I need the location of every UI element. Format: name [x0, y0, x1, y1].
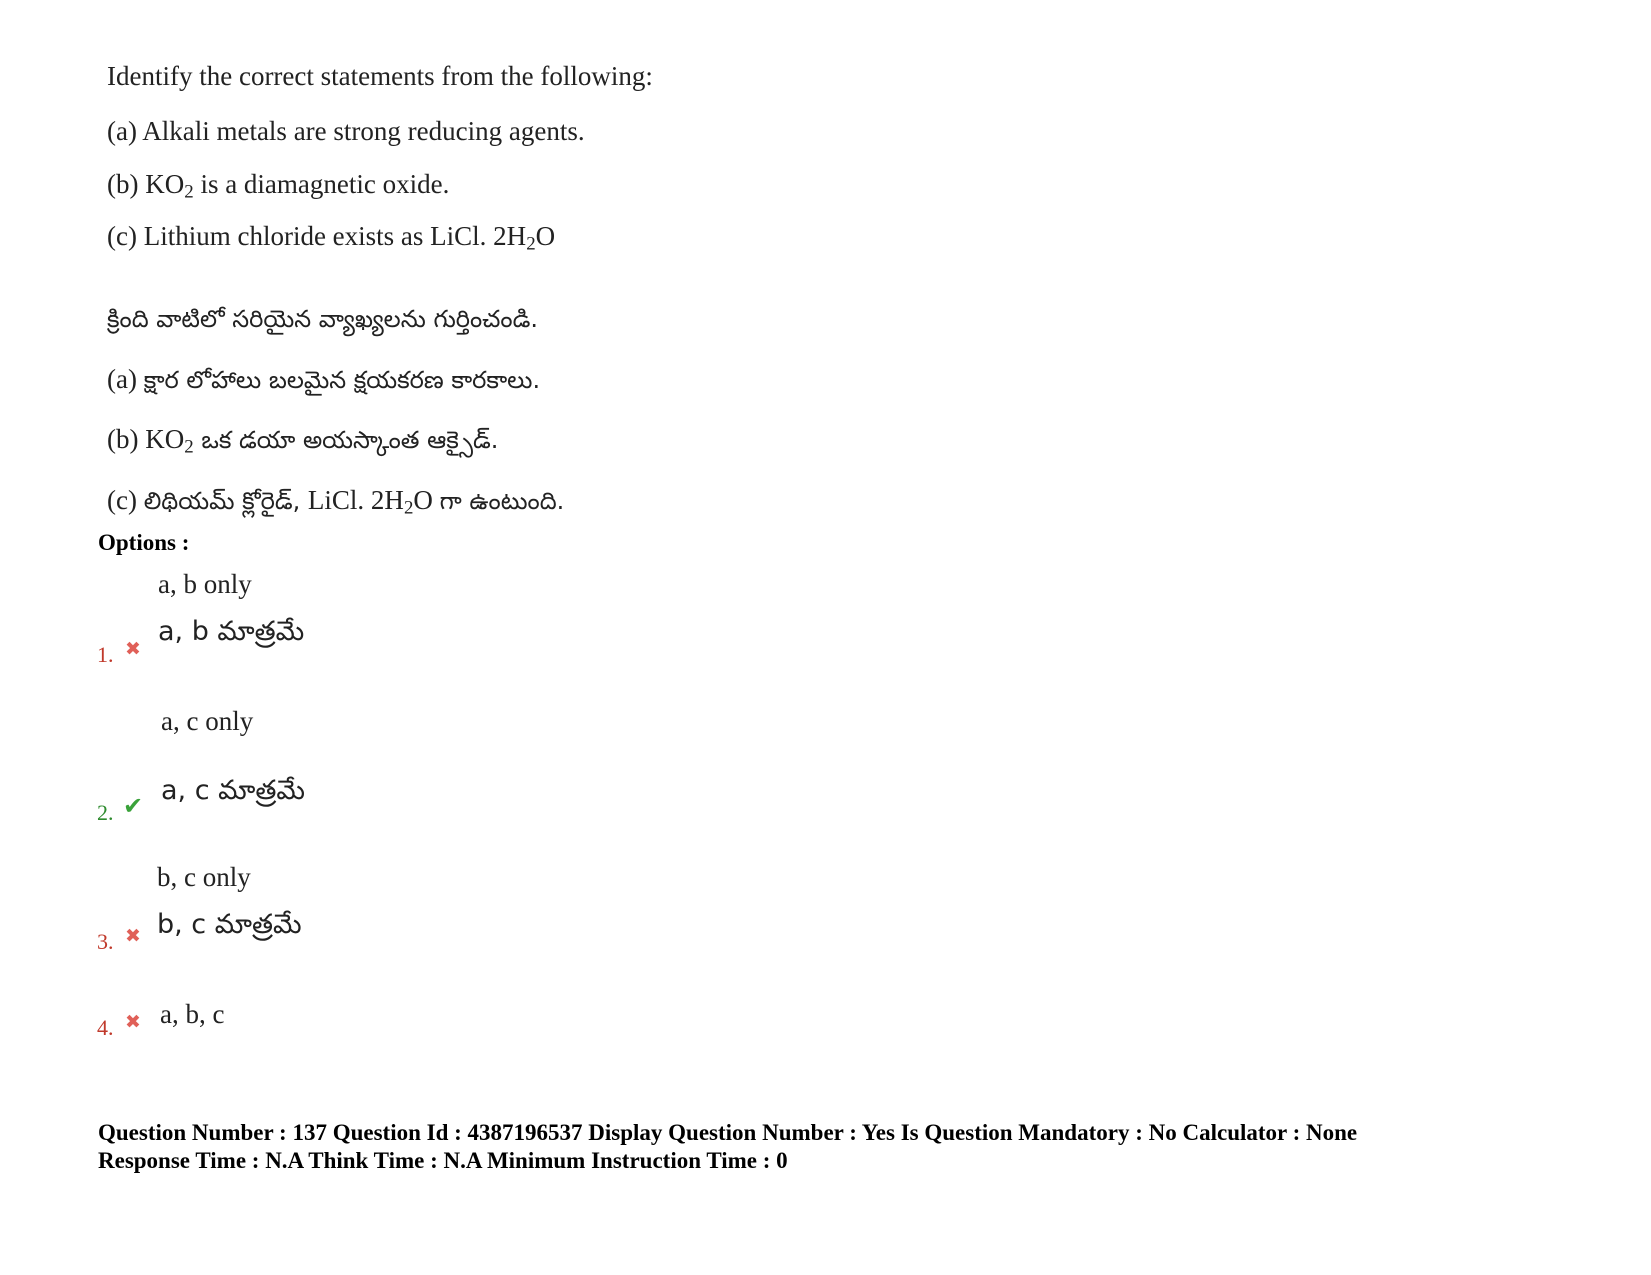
statement-c-en: (c) Lithium chloride exists as LiCl. $2H_2O$: [107, 221, 556, 255]
options-label: Options :: [98, 530, 190, 555]
question-meta-line-2: Response Time : N.A Think Time : N.A Minimum Instruction Time : 0: [98, 1148, 788, 1173]
option-4-number: 4.: [97, 1015, 114, 1040]
option-2-text-te: a, c మాత్రమే: [161, 775, 305, 806]
option-1-text-te: a, b మాత్రమే: [158, 616, 305, 647]
check-icon: ✔: [123, 792, 144, 820]
statement-a-te: (a) క్షార లోహాలు బలమైన క్షయకరణ కారకాలు.: [107, 364, 541, 394]
statement-b-en: (b) $KO_2$ is a diamagnetic oxide.: [107, 169, 450, 203]
option-1-text-en: a, b only: [158, 569, 252, 599]
option-2-text-en: a, c only: [161, 706, 254, 736]
option-3-number: 3.: [97, 929, 114, 954]
question-meta-line-1: Question Number : 137 Question Id : 4387196537 Display Question Number : Yes Is Question Mandatory : No Calculator : None: [98, 1120, 1358, 1145]
option-4-text-en: a, b, c: [160, 999, 225, 1029]
option-3-text-en: b, c only: [157, 862, 251, 892]
statement-c-te: (c) లిథియమ్ క్లోరైడ్, LiCl. $2H_2O$ గా ఉంటుంది.: [107, 485, 565, 519]
cross-icon: ✖: [125, 1011, 141, 1033]
cross-icon: ✖: [125, 638, 141, 660]
option-3-text-te: b, c మాత్రమే: [157, 909, 302, 940]
statement-a-en: (a) Alkali metals are strong reducing agents.: [107, 116, 585, 146]
statement-b-te: (b) $KO_2$ ఒక డయా అయస్కాంత ఆక్సైడ్.: [107, 424, 499, 458]
option-2-number: 2.: [97, 800, 114, 825]
question-prompt-te: క్రింది వాటిలో సరియైన వ్యాఖ్యలను గుర్తించండి.: [107, 305, 538, 333]
cross-icon: ✖: [125, 925, 141, 947]
question-prompt-en: Identify the correct statements from the following:: [107, 61, 653, 91]
option-1-number: 1.: [97, 642, 114, 667]
